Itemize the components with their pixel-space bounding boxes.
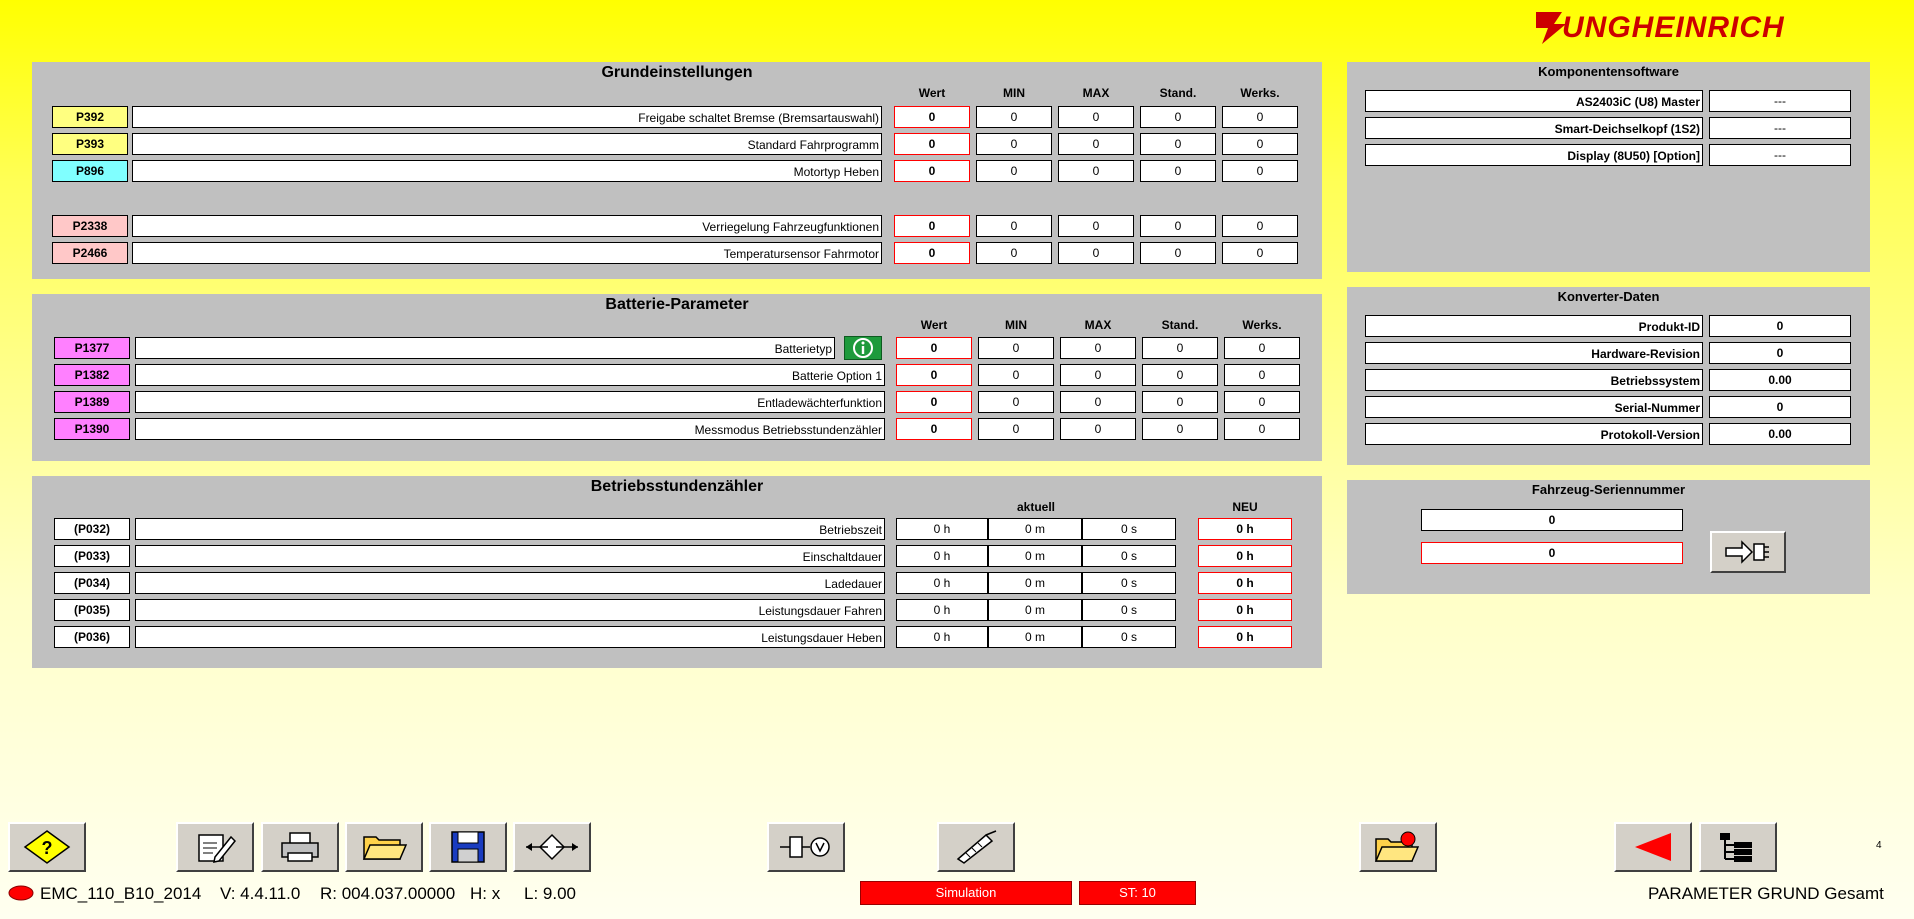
min-value: 0 [978,418,1054,440]
counter-description: Einschaltdauer [135,545,885,567]
wert-input[interactable]: 0 [896,391,972,413]
col-min: MIN [1003,86,1025,100]
simulation-badge: Simulation [860,881,1072,905]
wert-input[interactable]: 0 [894,215,970,237]
seconds-value: 0 s [1082,626,1176,648]
param-code-button[interactable]: P1390 [54,418,130,440]
stand-value: 0 [1140,106,1216,128]
version-label: V: 4.4.11.0 [220,884,301,903]
col-max: MAX [1084,318,1112,332]
project-name: EMC_110_B10_2014 [40,884,202,903]
minutes-value: 0 m [988,518,1082,540]
neu-input[interactable]: 0 h [1198,572,1292,594]
col-stand: Stand. [1159,86,1197,100]
konverter-daten-panel [1347,287,1870,465]
werks-value: 0 [1222,160,1298,182]
component-version: --- [1709,90,1851,112]
min-value: 0 [976,242,1052,264]
edit-icon [191,829,239,865]
counter-description: Leistungsdauer Heben [135,626,885,648]
werks-value: 0 [1224,418,1300,440]
max-value: 0 [1058,160,1134,182]
hours-value: 0 h [896,572,988,594]
min-value: 0 [978,364,1054,386]
werks-value: 0 [1222,133,1298,155]
counter-code: (P034) [54,572,130,594]
minutes-value: 0 m [988,572,1082,594]
grundeinstellungen-title: Grundeinstellungen [601,64,753,81]
max-value: 0 [1060,337,1136,359]
betriebsstundenzaehler-panel [32,476,1322,668]
konverter-label: Serial-Nummer [1365,396,1703,418]
param-description: Temperatursensor Fahrmotor [132,242,882,264]
batterie-title: Batterie-Parameter [605,296,749,313]
param-code-button[interactable]: P1377 [54,337,130,359]
konverter-label: Betriebssystem [1365,369,1703,391]
param-code-button[interactable]: P1382 [54,364,130,386]
param-code-button[interactable]: P393 [52,133,128,155]
konverter-label: Hardware-Revision [1365,342,1703,364]
hours-value: 0 h [896,599,988,621]
stand-value: 0 [1140,242,1216,264]
hours-value: 0 h [896,518,988,540]
grundeinstellungen-panel [32,62,1322,279]
col-wert: Wert [920,318,948,332]
stand-value: 0 [1140,215,1216,237]
neu-input[interactable]: 0 h [1198,518,1292,540]
max-value: 0 [1058,133,1134,155]
param-code-button[interactable]: P392 [52,106,128,128]
wert-input[interactable]: 0 [894,242,970,264]
gauge-icon [950,829,1002,865]
param-description: Standard Fahrprogramm [132,133,882,155]
hours-value: 0 h [896,545,988,567]
col-werks: Werks. [1242,318,1282,332]
counter-code: (P032) [54,518,130,540]
param-description: Batterietyp [135,337,835,359]
neu-input[interactable]: 0 h [1198,626,1292,648]
counter-description: Ladedauer [135,572,885,594]
stand-value: 0 [1140,160,1216,182]
konverter-value: 0 [1709,315,1851,337]
svg-text:UNGHEINRICH: UNGHEINRICH [1562,11,1785,44]
min-value: 0 [976,106,1052,128]
save-icon [444,829,492,865]
stand-value: 0 [1140,133,1216,155]
wert-input[interactable]: 0 [896,364,972,386]
werks-value: 0 [1222,106,1298,128]
stand-value: 0 [1142,337,1218,359]
component-label: Smart-Deichselkopf (1S2) [1365,117,1703,139]
page-number: 4 [1876,840,1882,851]
param-description: Entladewächterfunktion [135,391,885,413]
neu-input[interactable]: 0 h [1198,545,1292,567]
fahrzeug-seriennummer-panel [1347,480,1870,594]
connector-button[interactable] [767,822,845,872]
wert-input[interactable]: 0 [894,106,970,128]
param-description: Verriegelung Fahrzeugfunktionen [132,215,882,237]
werks-value: 0 [1222,242,1298,264]
werks-value: 0 [1222,215,1298,237]
connector-icon [778,829,834,865]
neu-input[interactable]: 0 h [1198,599,1292,621]
seriennummer-input[interactable]: 0 [1421,542,1683,564]
werks-value: 0 [1224,337,1300,359]
seconds-value: 0 s [1082,572,1176,594]
param-code-button[interactable]: P1389 [54,391,130,413]
param-description: Motortyp Heben [132,160,882,182]
max-value: 0 [1060,418,1136,440]
component-version: --- [1709,117,1851,139]
batterie-parameter-panel [32,294,1322,461]
seconds-value: 0 s [1082,545,1176,567]
col-min: MIN [1005,318,1027,332]
konverter-value: 0.00 [1709,369,1851,391]
max-value: 0 [1060,391,1136,413]
minutes-value: 0 m [988,545,1082,567]
component-version: --- [1709,144,1851,166]
param-code-button[interactable]: P896 [52,160,128,182]
jungheinrich-logo [1532,6,1902,46]
l-label: L: 9.00 [524,884,576,903]
svg-text:?: ? [41,838,53,858]
connection-status-icon [8,885,34,901]
component-label: Display (8U50) [Option] [1365,144,1703,166]
col-max: MAX [1082,86,1110,100]
min-value: 0 [976,215,1052,237]
seriennummer-current: 0 [1421,509,1683,531]
betrieb-title: Betriebsstundenzähler [590,478,764,495]
counter-code: (P035) [54,599,130,621]
konverter-label: Produkt-ID [1365,315,1703,337]
print-icon [276,829,324,865]
tree-button[interactable] [1699,822,1777,872]
min-value: 0 [978,337,1054,359]
transfer-button[interactable] [513,822,591,872]
max-value: 0 [1060,364,1136,386]
konverter-value: 0.00 [1709,423,1851,445]
konverter-value: 0 [1709,396,1851,418]
min-value: 0 [976,133,1052,155]
arrow-to-chip-icon [1724,539,1772,565]
folder-flag-button[interactable] [1359,822,1437,872]
counter-code: (P036) [54,626,130,648]
info-button[interactable] [844,336,882,360]
stand-value: 0 [1142,418,1218,440]
minutes-value: 0 m [988,599,1082,621]
param-code-button[interactable]: P2338 [52,215,128,237]
back-arrow-icon [1629,829,1677,865]
info-icon [852,337,874,359]
seconds-value: 0 s [1082,599,1176,621]
seriennummer-title: Fahrzeug-Seriennummer [1531,482,1686,497]
param-description: Batterie Option 1 [135,364,885,386]
wert-input[interactable]: 0 [894,160,970,182]
werks-value: 0 [1224,391,1300,413]
max-value: 0 [1058,215,1134,237]
wert-input[interactable]: 0 [896,337,972,359]
open-folder-icon [360,829,408,865]
counter-description: Leistungsdauer Fahren [135,599,885,621]
release-label: R: 004.037.00000 [320,884,456,903]
col-wert: Wert [918,86,946,100]
back-button[interactable] [1614,822,1692,872]
max-value: 0 [1058,242,1134,264]
col-aktuell: aktuell [1016,500,1055,514]
wert-input[interactable]: 0 [896,418,972,440]
col-neu: NEU [1232,500,1258,514]
param-code-button[interactable]: P2466 [52,242,128,264]
component-label: AS2403iC (U8) Master [1365,90,1703,112]
transfer-icon [524,829,580,865]
max-value: 0 [1058,106,1134,128]
konverter-title: Konverter-Daten [1557,289,1660,304]
min-value: 0 [976,160,1052,182]
write-serial-button[interactable] [1710,531,1786,573]
help-icon [22,829,72,865]
folder-flag-icon [1372,829,1424,865]
hours-value: 0 h [896,626,988,648]
measure-button[interactable] [937,822,1015,872]
werks-value: 0 [1224,364,1300,386]
help-button[interactable] [8,822,86,872]
param-description: Freigabe schaltet Bremse (Bremsartauswahl) [132,106,882,128]
save-button[interactable] [429,822,507,872]
page-title: PARAMETER GRUND Gesamt [1648,884,1884,903]
param-description: Messmodus Betriebsstundenzähler [135,418,885,440]
h-label: H: x [470,884,501,903]
seconds-value: 0 s [1082,518,1176,540]
edit-button[interactable] [176,822,254,872]
min-value: 0 [978,391,1054,413]
konverter-label: Protokoll-Version [1365,423,1703,445]
open-button[interactable] [345,822,423,872]
komponentensoftware-panel [1347,62,1870,272]
wert-input[interactable]: 0 [894,133,970,155]
col-werks: Werks. [1240,86,1280,100]
counter-description: Betriebszeit [135,518,885,540]
komponenten-title: Komponentensoftware [1538,64,1679,79]
konverter-value: 0 [1709,342,1851,364]
tree-icon [1714,829,1762,865]
stand-value: 0 [1142,364,1218,386]
counter-code: (P033) [54,545,130,567]
col-stand: Stand. [1161,318,1199,332]
stand-value: 0 [1142,391,1218,413]
st-badge: ST: 10 [1079,881,1196,905]
print-button[interactable] [261,822,339,872]
minutes-value: 0 m [988,626,1082,648]
